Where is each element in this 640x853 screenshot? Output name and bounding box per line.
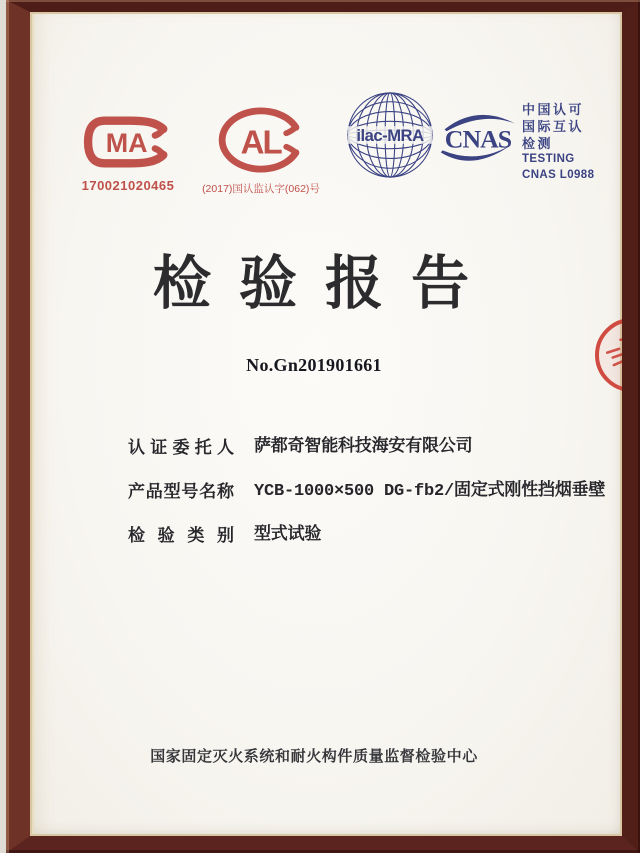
cma-mark-block: [80, 116, 176, 193]
ilac-mra-icon: [346, 91, 434, 179]
field-row-test-type: [128, 526, 605, 545]
cma-letters: MA: [105, 128, 148, 159]
cal-letters: AL: [240, 123, 281, 161]
issuing-organization: 国家固定灭火系统和耐火构件质量监督检验中心: [150, 748, 478, 765]
cal-mark-icon: [218, 107, 304, 173]
field-label-product-model: 产品型号名称: [128, 482, 234, 501]
accreditation-text-block: [522, 101, 622, 183]
field-label-client: 认证委托人: [128, 438, 234, 457]
cnas-icon: [435, 109, 521, 167]
field-row-client: [128, 438, 605, 457]
accreditation-line-5: CNAS L0988: [522, 168, 595, 181]
accreditation-line-1: 中国认可: [522, 102, 585, 117]
accreditation-line-3: 检测: [522, 136, 554, 151]
accreditation-line-4: TESTING: [522, 153, 575, 165]
cma-certificate-number: 170021020465: [81, 178, 175, 193]
cnas-letters: CNAS: [444, 124, 512, 154]
document-title: 检 验 报 告: [152, 251, 476, 316]
red-stamp: [590, 315, 622, 395]
cal-mark-block: [200, 107, 322, 196]
field-value-test-type: 型式试验: [254, 526, 322, 545]
field-value-product-model: YCB-1000×500 DG-fb2/固定式刚性挡烟垂壁: [254, 482, 606, 501]
field-row-product-model: [128, 482, 605, 501]
ilac-mra-block: [346, 91, 434, 184]
field-label-test-type: 检验类别: [128, 526, 234, 545]
certificate-paper: [30, 12, 622, 836]
cal-caption: (2017)国认监认字(062)号: [202, 183, 320, 195]
wooden-frame: [6, 0, 640, 853]
cma-mark-icon: [83, 116, 173, 168]
accreditation-line-2: 国际互认: [522, 119, 585, 134]
ilac-mra-label: ilac-MRA: [356, 125, 424, 145]
cnas-logo-block: [435, 109, 521, 172]
field-value-client: 萨都奇智能科技海安有限公司: [254, 438, 473, 457]
fields-table: [128, 438, 605, 570]
report-number: No.Gn201901661: [246, 355, 382, 375]
red-stamp-icon: [590, 315, 622, 395]
